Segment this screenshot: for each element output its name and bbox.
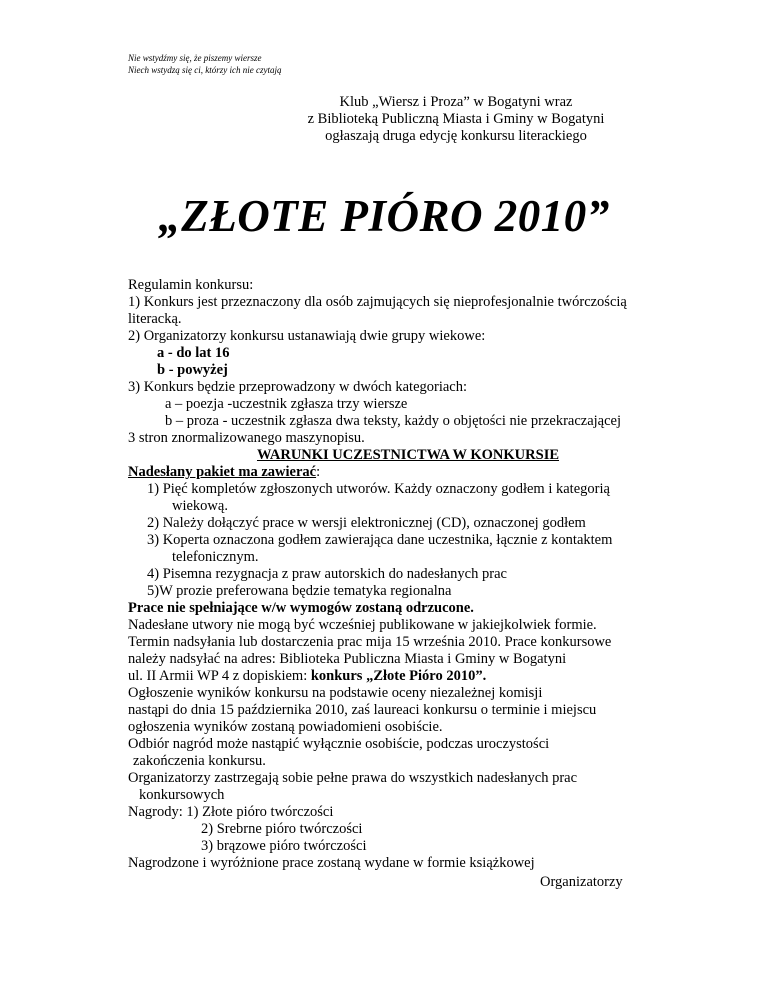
epigraph: [128, 52, 281, 76]
condition-3-cont: telefonicznym.: [172, 549, 259, 565]
age-group-b: b - powyżej: [157, 362, 228, 378]
intro-line: ogłaszają druga edycję konkursu literackiego: [325, 128, 587, 144]
paragraph: należy nadsyłać na adres: Biblioteka Publiczna Miasta i Gminy w Bogatyni: [128, 651, 567, 667]
prize-silver: 2) Srebrne pióro twórczości: [201, 821, 363, 837]
intro-block: [300, 94, 612, 145]
category-poetry: a – poezja -uczestnik zgłasza trzy wiersze: [165, 396, 408, 412]
rule-1: 1) Konkurs jest przeznaczony dla osób zajmujących się nieprofesjonalnie twórczością: [128, 294, 627, 310]
paragraph: zakończenia konkursu.: [133, 753, 266, 769]
category-prose-cont: 3 stron znormalizowanego maszynopisu.: [128, 430, 365, 446]
address-line: [128, 668, 688, 685]
paragraph: Organizatorzy zastrzegają sobie pełne prawa do wszystkich nadesłanych prac: [128, 770, 578, 786]
condition-1: 1) Pięć kompletów zgłoszonych utworów. Każdy oznaczony godłem i kategorią: [147, 481, 610, 497]
signature: Organizatorzy: [540, 874, 623, 890]
rejection-warning: Prace nie spełniające w/w wymogów zostaną odrzucone.: [128, 600, 474, 616]
paragraph: ogłoszenia wyników zostaną powiadomieni osobiście.: [128, 719, 443, 735]
condition-3: 3) Koperta oznaczona godłem zawierająca dane uczestnika, łącznie z kontaktem: [147, 532, 613, 548]
category-prose: b – proza - uczestnik zgłasza dwa teksty, każdy o objętości nie przekraczającej: [165, 413, 621, 429]
rule-1-cont: literacką.: [128, 311, 182, 327]
intro-line: Klub „Wiersz i Proza” w Bogatyni wraz: [339, 94, 573, 110]
page-title: „ZŁOTE PIÓRO 2010”: [158, 191, 610, 241]
rule-3: 3) Konkurs będzie przeprowadzony w dwóch kategoriach:: [128, 379, 468, 395]
paragraph: konkursowych: [139, 787, 225, 803]
epigraph-line: Nie wstydźmy się, że piszemy wiersze: [128, 53, 262, 63]
package-colon: :: [316, 464, 321, 480]
condition-4: 4) Pisemna rezygnacja z praw autorskich do nadesłanych prac: [147, 566, 507, 582]
document-body: [128, 277, 688, 872]
intro-line: z Biblioteką Publiczną Miasta i Gminy w Bogatyni: [307, 111, 605, 127]
package-heading: [128, 464, 688, 481]
rules-heading: Regulamin konkursu:: [128, 277, 254, 293]
age-group-a: a - do lat 16: [157, 345, 230, 361]
address-text: ul. II Armii WP 4 z dopiskiem:: [128, 668, 311, 684]
paragraph: Termin nadsyłania lub dostarczenia prac mija 15 września 2010. Prace konkursowe: [128, 634, 612, 650]
paragraph: Nadesłane utwory nie mogą być wcześniej publikowane w jakiejkolwiek formie.: [128, 617, 597, 633]
rule-2: 2) Organizatorzy konkursu ustanawiają dwie grupy wiekowe:: [128, 328, 486, 344]
epigraph-line: Niech wstydzą się ci, którzy ich nie czytają: [128, 65, 282, 75]
condition-5: 5)W prozie preferowana będzie tematyka regionalna: [147, 583, 452, 599]
condition-2: 2) Należy dołączyć prace w wersji elektronicznej (CD), oznaczonej godłem: [147, 515, 586, 531]
paragraph: nastąpi do dnia 15 października 2010, zaś laureaci konkursu o terminie i miejscu: [128, 702, 597, 718]
prizes-line: Nagrody: 1) Złote pióro twórczości: [128, 804, 334, 820]
prize-bronze: 3) brązowe pióro twórczości: [201, 838, 367, 854]
publication-note: Nagrodzone i wyróżnione prace zostaną wydane w formie książkowej: [128, 855, 535, 871]
paragraph: Odbiór nagród może nastąpić wyłącznie osobiście, podczas uroczystości: [128, 736, 550, 752]
paragraph: Ogłoszenie wyników konkursu na podstawie oceny niezależnej komisji: [128, 685, 543, 701]
contest-note: konkurs „Złote Pióro 2010”.: [310, 668, 487, 684]
conditions-heading: WARUNKI UCZESTNICTWA W KONKURSIE: [256, 447, 560, 463]
package-label: Nadesłany pakiet ma zawierać: [128, 464, 317, 480]
condition-1-cont: wiekową.: [172, 498, 228, 514]
